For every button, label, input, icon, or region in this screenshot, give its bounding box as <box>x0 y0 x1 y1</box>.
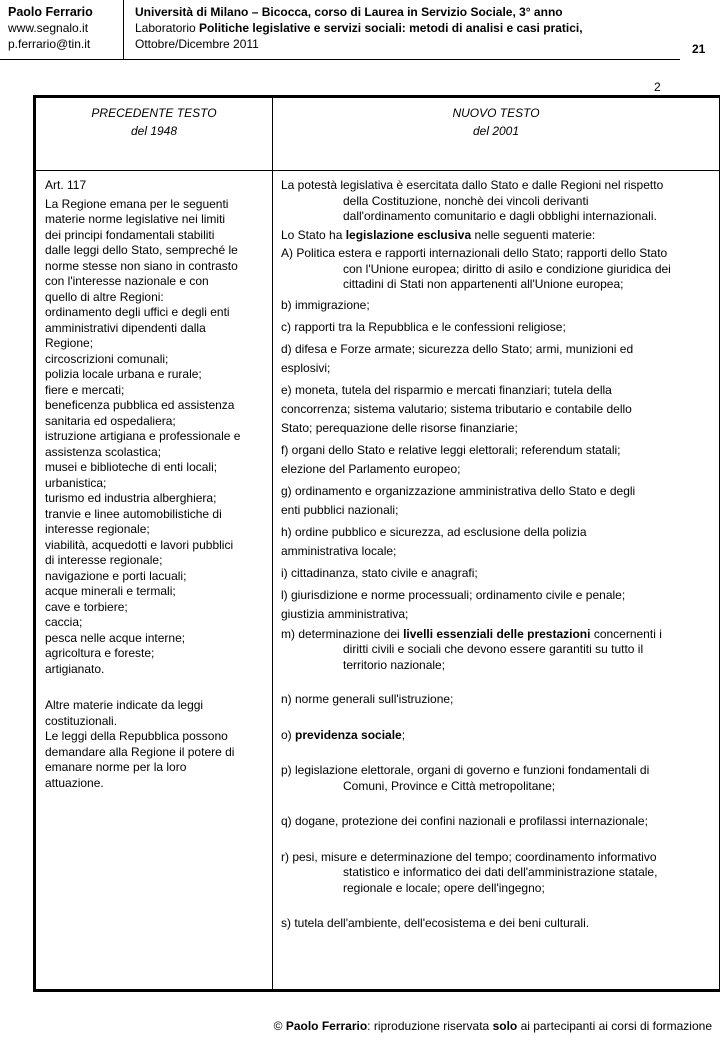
text-line: agricoltura e foreste; <box>45 646 155 660</box>
column-divider <box>272 98 273 989</box>
item-line: regionale e locale; opere dell'ingegno; <box>343 880 545 895</box>
comparison-table <box>33 95 720 992</box>
article-number: Art. 117 <box>45 178 87 192</box>
item-line: Comuni, Province e Città metropolitane; <box>343 778 556 793</box>
text-line: circoscrizioni comunali; <box>45 351 169 366</box>
intro-paragraph <box>281 178 713 225</box>
item-line: h) ordine pubblico e sicurezza, ad esclusione della polizia <box>281 524 587 539</box>
item-b: b) immigrazione; <box>281 297 370 312</box>
text-line: beneficenza pubblica ed assistenza <box>45 398 235 412</box>
new-text-cell <box>281 178 713 935</box>
item-n: n) norme generali sull'istruzione; <box>281 692 454 706</box>
lab-title <box>135 20 675 36</box>
text-line: dei principi fondamentali stabiliti <box>45 227 215 242</box>
text-line: turismo ed industria alberghiera; <box>45 491 217 505</box>
text-line: La Regione emana per le seguenti <box>45 196 229 211</box>
copyright-symbol: © <box>273 1019 283 1033</box>
item-line: l) giurisdizione e norme processuali; ordinamento civile e penale; <box>281 587 626 602</box>
sub-page-number: 2 <box>654 80 661 94</box>
item-line <box>281 627 713 643</box>
text-line: Regione; <box>45 336 94 350</box>
item-line: con l'Unione europea; diritto di asilo e condizione giuridica dei <box>343 261 671 276</box>
copyright-footer <box>274 1019 712 1033</box>
item-line: amministrativa locale; <box>281 543 397 558</box>
item-line: elezione del Parlamento europeo; <box>281 461 461 476</box>
old-text-cell <box>45 178 265 791</box>
item-g <box>281 482 713 520</box>
text-line: tranvie e linee automobilistiche di <box>45 506 222 521</box>
text: nelle seguenti materie: <box>471 227 596 242</box>
text-line: attuazione. <box>45 775 104 790</box>
text-line: cave e torbiere; <box>45 599 128 614</box>
author-email[interactable]: p.ferrario@tin.it <box>8 37 91 51</box>
page-number: 21 <box>692 42 706 56</box>
item-line: esplosivi; <box>281 360 331 375</box>
text-line: assistenza scolastica; <box>45 444 162 459</box>
item-line: enti pubblici nazionali; <box>281 502 399 517</box>
left-header-subtitle: del 1948 <box>130 124 178 138</box>
text-line: con l'interesse nazionale e con <box>45 274 209 288</box>
item-line: g) ordinamento e organizzazione amministrativa dello Stato e degli <box>281 483 636 498</box>
text-line: sanitaria ed ospedaliera; <box>45 413 176 428</box>
text-line: caccia; <box>45 615 83 629</box>
text-line: pesca nelle acque interne; <box>45 630 186 645</box>
footer-text: ai partecipanti ai corsi di formazione <box>517 1019 712 1033</box>
item-f <box>281 441 713 479</box>
text-line: ordinamento degli uffici e degli enti <box>45 305 230 319</box>
item-line: f) organi dello Stato e relative leggi elettorali; referendum statali; <box>281 442 621 457</box>
text-line: urbanistica; <box>45 475 107 490</box>
text: ; <box>401 727 406 742</box>
lab-prefix: Laboratorio <box>135 21 200 35</box>
text-line: norme stesse non siano in contrasto <box>45 258 238 273</box>
item-m <box>281 627 713 674</box>
right-column-header <box>273 104 719 140</box>
exclusive-legislation-bold: legislazione esclusiva <box>345 227 472 242</box>
text-line: Le leggi della Repubblica possono <box>45 729 228 743</box>
item-o <box>281 728 713 744</box>
item-line: p) legislazione elettorale, organi di governo e funzioni fondamentali di <box>281 763 650 777</box>
text-line: dalle leggi dello Stato, sempreché le <box>45 243 238 257</box>
item-h <box>281 523 713 561</box>
course-title: Università di Milano – Bicocca, corso di Laurea in Servizio Sociale, 3° anno <box>135 5 563 19</box>
course-block <box>135 4 675 52</box>
item-line: giustizia amministrativa; <box>281 606 409 621</box>
old-text-closing <box>45 698 265 791</box>
item-s: s) tutela dell'ambiente, dell'ecosistema e dei beni culturali. <box>281 916 590 930</box>
item-line: d) difesa e Forze armate; sicurezza dello Stato; armi, munizioni ed <box>281 341 634 356</box>
item-l <box>281 586 713 624</box>
item-line: statistico e informatico dei dati dell'amministrazione statale, <box>343 865 658 879</box>
text-line: amministrativi dipendenti dalla <box>45 320 206 335</box>
left-header-title: PRECEDENTE TESTO <box>91 106 217 120</box>
text-line: materie norme legislative nei limiti <box>45 212 226 226</box>
social-security-bold: previdenza sociale <box>295 727 402 742</box>
exclusive-legislation-line <box>281 228 713 244</box>
right-header-title: NUOVO TESTO <box>452 106 540 120</box>
text-line: artigianato. <box>45 661 105 676</box>
item-line: diritti civili e sociali che devono essere garantiti su tutto il <box>343 642 644 656</box>
left-column-header <box>36 104 272 140</box>
essential-levels-bold: livelli essenziali delle prestazioni <box>403 626 591 641</box>
item-r <box>281 850 713 897</box>
text-line: demandare alla Regione il potere di <box>45 744 235 759</box>
item-line: cittadini di Stati non appartenenti all'Unione europea; <box>343 277 624 291</box>
text-line: musei e biblioteche di enti locali; <box>45 460 218 474</box>
item-line: Stato; perequazione delle risorse finanziarie; <box>281 420 518 435</box>
header-row-divider <box>36 170 719 171</box>
text: Lo Stato ha <box>281 227 346 242</box>
text-line: navigazione e porti lacuali; <box>45 568 187 583</box>
item-c: c) rapporti tra la Repubblica e le confessioni religiose; <box>281 319 566 334</box>
item-line: r) pesi, misure e determinazione del tempo; coordinamento informativo <box>281 849 657 864</box>
text-line: acque minerali e termali; <box>45 584 176 598</box>
item-line: territorio nazionale; <box>343 657 446 672</box>
intro-line: dall'ordinamento comunitario e dagli obblighi internazionali. <box>343 209 657 223</box>
text-line: interesse regionale; <box>45 522 150 536</box>
text-line: quello di altre Regioni: <box>45 289 164 304</box>
text: concernenti i <box>590 626 662 641</box>
lab-name: Politiche legislative e servizi sociali: metodi di analisi e casi pratici, <box>199 21 583 35</box>
text-line: polizia locale urbana e rurale; <box>45 367 202 381</box>
author-website[interactable]: www.segnalo.it <box>8 21 89 35</box>
right-header-subtitle: del 2001 <box>472 124 520 138</box>
text-line: viabilità, acquedotti e lavori pubblici <box>45 537 234 552</box>
header-divider <box>123 0 124 60</box>
author-name: Paolo Ferrario <box>8 5 93 19</box>
item-q: q) dogane, protezione dei confini nazionali e profilassi internazionale; <box>281 814 648 828</box>
course-dates: Ottobre/Dicembre 2011 <box>135 37 259 51</box>
intro-line: della Costituzione, nonchè dei vincoli derivanti <box>343 193 589 208</box>
item-line: concorrenza; sistema valutario; sistema tributario e contabile dello <box>281 401 632 416</box>
text: m) determinazione dei <box>281 626 404 641</box>
text-line: fiere e mercati; <box>45 382 125 397</box>
footer-text: : riproduzione riservata <box>367 1019 493 1033</box>
old-text-lines <box>45 197 265 678</box>
item-line: e) moneta, tutela del risparmio e mercati finanziari; tutela della <box>281 382 612 397</box>
item-a <box>281 246 713 293</box>
item-d <box>281 340 713 378</box>
author-block <box>8 4 110 52</box>
item-e <box>281 381 713 438</box>
footer-bold: solo <box>492 1019 518 1033</box>
text: o) <box>281 727 296 742</box>
text-line: istruzione artigiana e professionale e <box>45 429 241 443</box>
header-rule <box>0 59 680 60</box>
item-p <box>281 763 713 794</box>
text-line: emanare norme per la loro <box>45 760 187 774</box>
intro-line: La potestà legislativa è esercitata dallo Stato e dalle Regioni nel rispetto <box>281 178 664 192</box>
item-i: i) cittadinanza, stato civile e anagrafi; <box>281 565 478 580</box>
text-line: costituzionali. <box>45 713 118 728</box>
text-line: di interesse regionale; <box>45 553 163 567</box>
text-line: Altre materie indicate da leggi <box>45 698 204 712</box>
item-line: A) Politica estera e rapporti internazionali dello Stato; rapporti dello Stato <box>281 246 668 260</box>
footer-author: Paolo Ferrario <box>285 1019 368 1033</box>
